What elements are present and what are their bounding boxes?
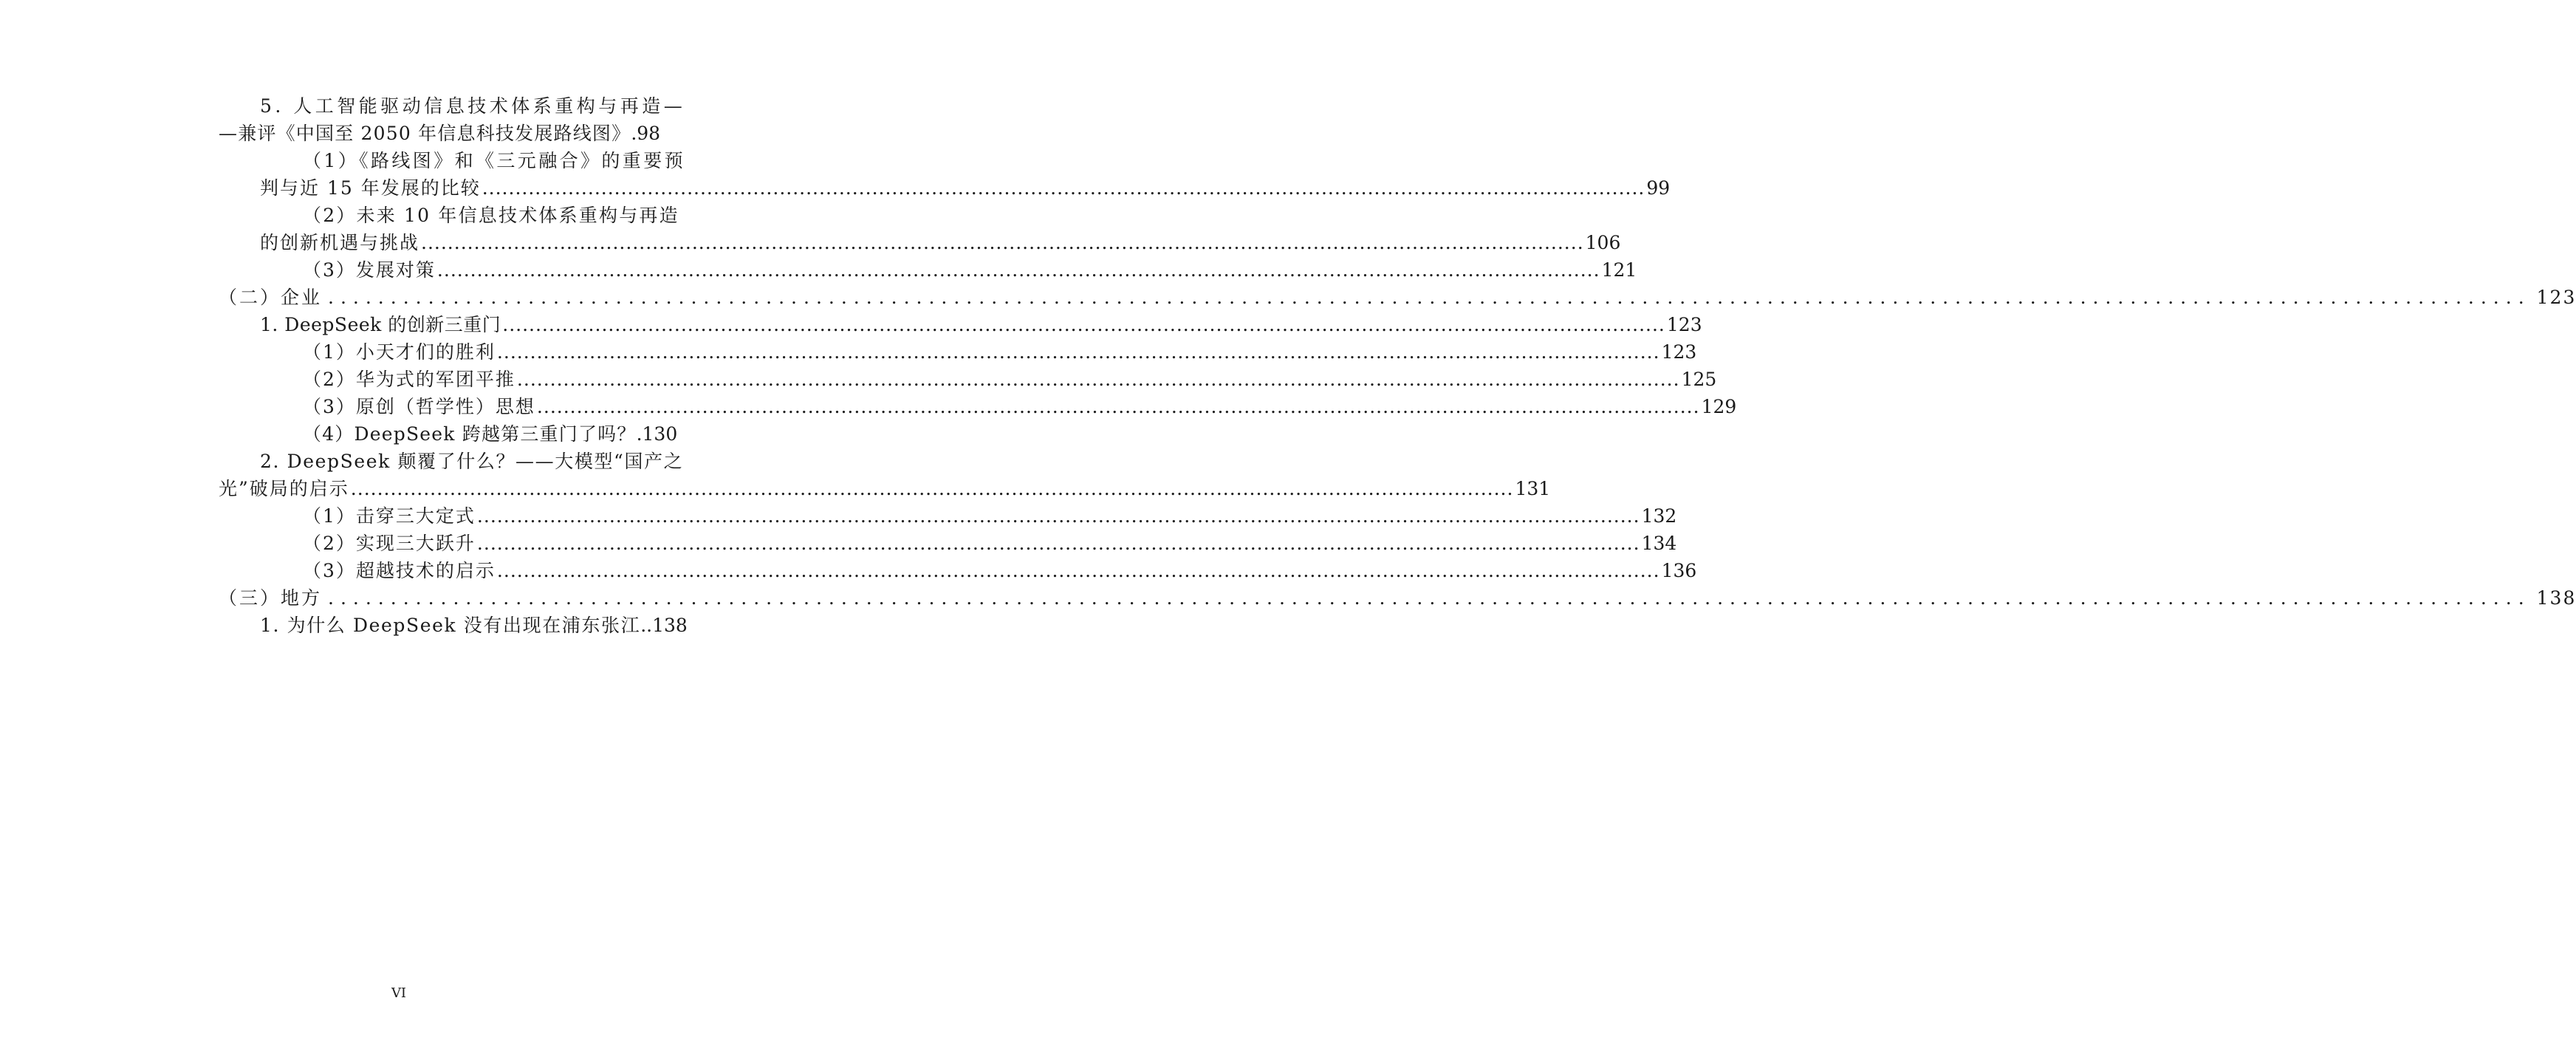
toc-entry-page: 125 (1681, 369, 1717, 390)
toc-s2-item-2-sub-2[interactable] (303, 530, 1677, 557)
toc-item-5-sub-2-line-2[interactable] (260, 230, 1621, 256)
toc-s2-item-1-sub-3[interactable] (303, 394, 1737, 420)
toc-s2-item-1-sub-4[interactable] (303, 421, 678, 448)
leader-dots (328, 585, 2531, 612)
leader-dots (477, 530, 1640, 557)
toc-entry-label: （2）华为式的军团平推 (303, 369, 515, 390)
toc-entry-page: 106 (1585, 232, 1621, 253)
toc-entry-label: （3）发展对策 (303, 259, 436, 281)
toc-item-5-line-1 (260, 93, 686, 120)
toc-entry-page: 136 (1661, 560, 1697, 581)
leader-dots (497, 558, 1660, 584)
toc-s2-item-2-sub-3[interactable] (303, 558, 1697, 584)
toc-section-2[interactable] (219, 284, 2576, 311)
toc-item-text: 2. DeepSeek 颠覆了什么？——大模型“国产之 (260, 451, 684, 472)
toc-item-text: （2）未来 10 年信息技术体系重构与再造 (303, 205, 679, 226)
toc-item-5-sub-2-line-1 (303, 202, 679, 229)
toc-entry-label: （1）小天才们的胜利 (303, 341, 496, 363)
toc-s2-item-1[interactable] (260, 312, 1702, 338)
toc-entry-page: .98 (631, 123, 661, 144)
leader-dots (482, 175, 1645, 202)
toc-entry-label: 光”破局的启示 (219, 478, 349, 499)
toc-entry-page: 121 (1601, 259, 1637, 281)
toc-s2-item-2-line-1 (260, 448, 684, 475)
toc-entry-page: ..138 (640, 615, 688, 636)
toc-entry-label: （三）地方 (219, 587, 323, 609)
toc-item-5-line-2[interactable] (219, 120, 660, 147)
toc-entry-label: （1）击穿三大定式 (303, 505, 476, 527)
toc-entry-page: 134 (1641, 533, 1677, 554)
toc-entry-label: 1. DeepSeek 的创新三重门 (260, 314, 501, 335)
leader-dots (328, 284, 2531, 311)
toc-item-text: （1）《路线图》和《三元融合》的重要预 (303, 150, 686, 171)
toc-entry-label: 判与近 15 年发展的比较 (260, 177, 481, 199)
toc-entry-page: .130 (636, 423, 678, 445)
toc-entry-label: 的创新机遇与挑战 (260, 232, 420, 253)
toc-entry-label: （二）企业 (219, 287, 323, 308)
leader-dots (502, 312, 1665, 338)
toc-entry-page: 99 (1646, 177, 1671, 199)
toc-s2-item-2-line-2[interactable] (219, 476, 1551, 502)
toc-entry-label: （3）原创（哲学性）思想 (303, 396, 535, 417)
toc-entry-label: 1. 为什么 DeepSeek 没有出现在浦东张江 (260, 615, 641, 636)
toc-entry-label: （4）DeepSeek 跨越第三重门了吗？ (303, 423, 637, 445)
page-number: VI (391, 985, 407, 1001)
leader-dots (477, 503, 1640, 530)
leader-dots (437, 257, 1600, 284)
toc-s2-item-2-sub-1[interactable] (303, 503, 1677, 530)
toc-entry-page: 131 (1515, 478, 1551, 499)
leader-dots (351, 476, 1514, 502)
leader-dots (517, 366, 1680, 393)
toc-entry-page: 129 (1701, 396, 1737, 417)
toc-entry-label: —兼评《中国至 2050 年信息科技发展路线图》 (219, 123, 631, 144)
toc-entry-label: （3）超越技术的启示 (303, 560, 496, 581)
toc-section-3[interactable] (219, 585, 2576, 612)
toc-s3-item-1[interactable] (260, 612, 688, 639)
toc-entry-label: （2）实现三大跃升 (303, 533, 476, 554)
toc-entry-page: 138 (2536, 587, 2576, 609)
leader-dots (497, 339, 1660, 366)
toc-entry-page: 123 (1666, 314, 1702, 335)
leader-dots (537, 394, 1700, 420)
toc-item-5-sub-1-line-1 (303, 148, 686, 174)
toc-s2-item-1-sub-1[interactable] (303, 339, 1697, 366)
toc-item-5-sub-3[interactable] (303, 257, 1637, 284)
leader-dots (421, 230, 1584, 256)
toc-item-text: 5. 人工智能驱动信息技术体系重构与再造— (260, 95, 686, 117)
toc-entry-page: 132 (1641, 505, 1677, 527)
toc-entry-page: 123 (1661, 341, 1697, 363)
toc-entry-page: 123 (2536, 287, 2576, 308)
toc-item-5-sub-1-line-2[interactable] (260, 175, 1671, 202)
toc-s2-item-1-sub-2[interactable] (303, 366, 1717, 393)
